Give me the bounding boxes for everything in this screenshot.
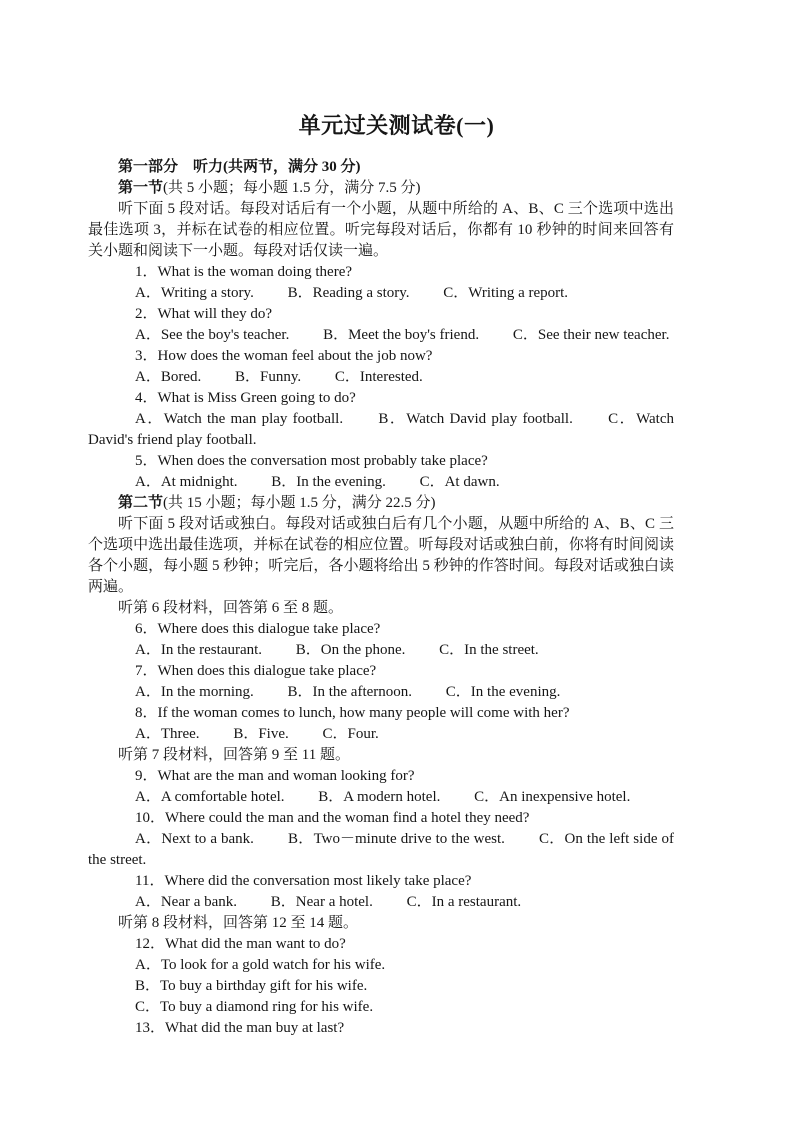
options-line — [88, 640, 674, 661]
option: C．To buy a diamond ring for his wife. — [135, 999, 374, 1015]
option: C．Writing a report. — [443, 285, 569, 301]
question-line: 10．Where could the man and the woman find a hotel they need? — [135, 810, 530, 826]
option: C．Watch David's friend play football. — [88, 411, 675, 448]
option: A．Three. — [135, 726, 200, 742]
material-lead: 听第 8 段材料，回答第 12 至 14 题。 — [118, 915, 359, 931]
part-heading: 第一部分 听力(共两节，满分 30 分) — [118, 159, 361, 175]
options-line — [88, 682, 674, 703]
question-line: 5．When does the conversation most probably take place? — [135, 453, 488, 469]
question-line: 4．What is Miss Green going to do? — [135, 390, 356, 406]
section-heading-label: 第一节 — [118, 180, 164, 196]
option: A．Near a bank. — [135, 894, 238, 910]
option: B．In the afternoon. — [287, 684, 413, 700]
question-line: 8．If the woman comes to lunch, how many people will come with her? — [135, 705, 570, 721]
option: B．A modern hotel. — [318, 789, 441, 805]
option: C．On the left side of the street. — [88, 831, 675, 868]
section-heading — [88, 178, 674, 199]
option: A．To look for a gold watch for his wife. — [135, 957, 386, 973]
option: C．In a restaurant. — [406, 894, 522, 910]
options-line — [88, 325, 674, 346]
options-line — [88, 787, 674, 808]
page-title: 单元过关测试卷(一) — [298, 113, 495, 138]
option-line — [88, 976, 674, 997]
options-line — [88, 367, 674, 388]
material-lead: 听第 6 段材料，回答第 6 至 8 题。 — [118, 600, 344, 616]
option: C．In the evening. — [445, 684, 561, 700]
question-line: 6．Where does this dialogue take place? — [135, 621, 381, 637]
option: A．Writing a story. — [135, 285, 254, 301]
option: B．Meet the boy's friend. — [323, 327, 480, 343]
instructions-paragraph: 听下面 5 段对话。每段对话后有一个小题，从题中所给的 A、B、C 三个选项中选出最佳选项 3，并标在试卷的相应位置。听完每段对话后，你都有 10 秒钟的时间来回答有关小题和阅读下一小题。每段对话仅读一遍。 — [88, 201, 674, 259]
section-heading — [88, 493, 674, 514]
option: B．To buy a birthday gift for his wife. — [135, 978, 368, 994]
option: C．Four. — [322, 726, 379, 742]
section-heading-detail: (共 15 小题；每小题 1.5 分，满分 22.5 分) — [163, 495, 436, 511]
option: B．Near a hotel. — [270, 894, 373, 910]
option-line — [88, 955, 674, 976]
options-line — [88, 472, 674, 493]
options-line — [88, 409, 674, 451]
options-line — [88, 283, 674, 304]
option: B．Reading a story. — [287, 285, 410, 301]
instructions-paragraph: 听下面 5 段对话或独白。每段对话或独白后有几个小题，从题中所给的 A、B、C 三个选项中选出最佳选项，并标在试卷的相应位置。听每段对话或独白前，你将有时间阅读各个小题，每小题 5 秒钟；听完后，各小题将给出 5 秒钟的作答时间。每段对话或独白读两遍。 — [88, 516, 674, 595]
option: A．See the boy's teacher. — [135, 327, 290, 343]
option: C．At dawn. — [419, 474, 500, 490]
options-line — [88, 724, 674, 745]
option: B．Two－minute drive to the west. — [287, 831, 505, 847]
option: A．In the morning. — [135, 684, 254, 700]
material-lead: 听第 7 段材料，回答第 9 至 11 题。 — [118, 747, 350, 763]
option: C．Interested. — [334, 369, 423, 385]
option: B．Watch David play football. — [378, 411, 573, 427]
option: A．A comfortable hotel. — [135, 789, 285, 805]
question-line: 12．What did the man want to do? — [135, 936, 346, 952]
question-line: 2．What will they do? — [135, 306, 273, 322]
option: A．Next to a bank. — [135, 831, 254, 847]
option: A．Watch the man play football. — [135, 411, 344, 427]
option-line — [88, 997, 674, 1018]
option: A．At midnight. — [135, 474, 238, 490]
option: B．Funny. — [235, 369, 302, 385]
question-line: 3．How does the woman feel about the job now? — [135, 348, 433, 364]
option: C．In the street. — [439, 642, 539, 658]
question-line: 7．When does this dialogue take place? — [135, 663, 377, 679]
section-heading-detail: (共 5 小题；每小题 1.5 分，满分 7.5 分) — [163, 180, 421, 196]
option: A．In the restaurant. — [135, 642, 263, 658]
option: B．Five. — [233, 726, 289, 742]
option: A．Bored. — [135, 369, 202, 385]
section-heading-label: 第二节 — [118, 495, 164, 511]
option: B．On the phone. — [295, 642, 406, 658]
options-line — [88, 892, 674, 913]
option: C．See their new teacher. — [512, 327, 670, 343]
option: B．In the evening. — [271, 474, 386, 490]
option: C．An inexpensive hotel. — [474, 789, 631, 805]
question-line: 11．Where did the conversation most likely take place? — [135, 873, 472, 889]
question-line: 9．What are the man and woman looking for? — [135, 768, 415, 784]
document-body — [88, 157, 674, 1039]
question-line: 1．What is the woman doing there? — [135, 264, 353, 280]
question-line: 13．What did the man buy at last? — [135, 1020, 345, 1036]
options-line — [88, 829, 674, 871]
